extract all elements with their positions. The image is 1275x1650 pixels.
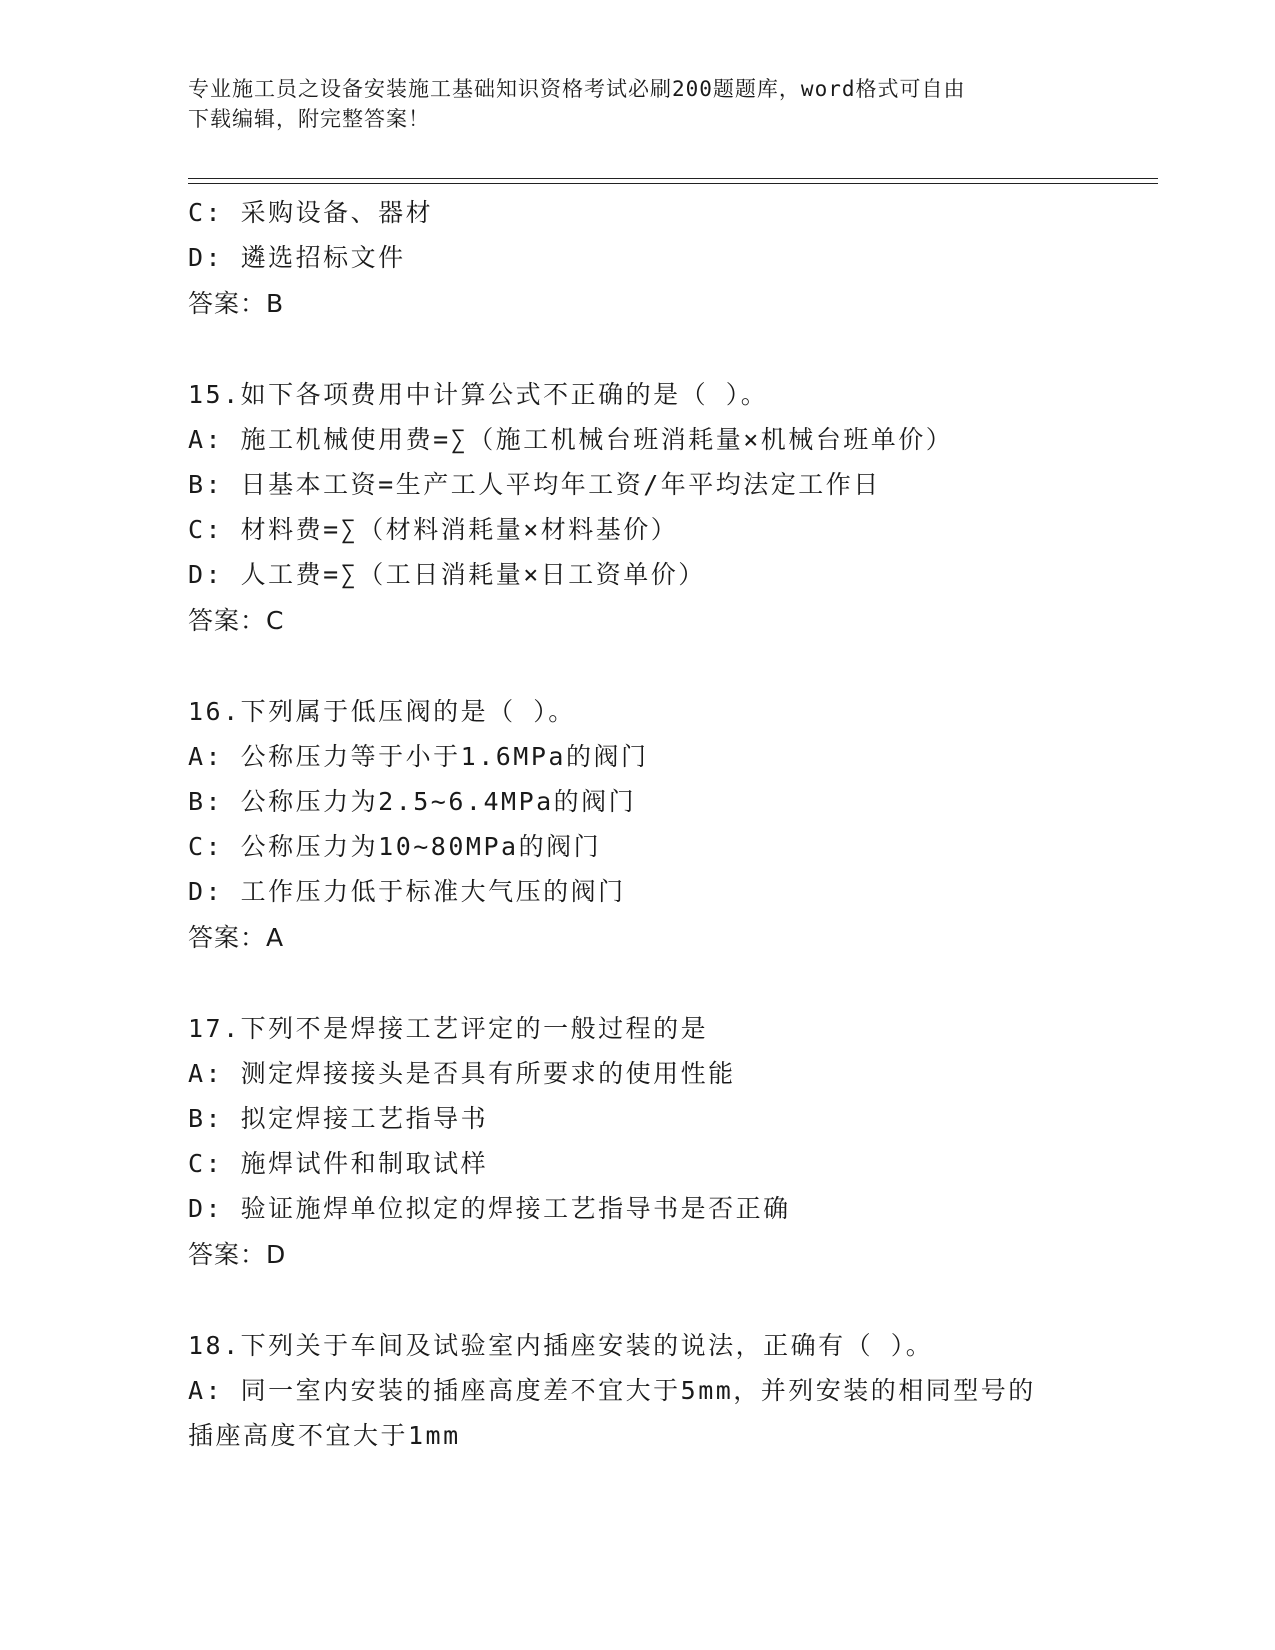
option-a-continuation: 插座高度不宜大于1mm [188,1421,461,1450]
option-a: A: 同一室内安装的插座高度差不宜大于5mm，并列安装的相同型号的 [188,1376,1036,1405]
option-c: C: 采购设备、器材 [188,198,434,227]
question-stem: 16.下列属于低压阀的是（ ）。 [188,697,576,726]
option-b: B: 拟定焊接工艺指导书 [188,1104,489,1133]
question-stem: 18.下列关于车间及试验室内插座安装的说法，正确有（ ）。 [188,1331,934,1360]
option-c: C: 材料费=∑（材料消耗量×材料基价） [188,515,679,544]
answer: 答案：A [188,923,285,952]
option-b: B: 公称压力为2.5~6.4MPa的阀门 [188,787,637,816]
option-d: D: 人工费=∑（工日消耗量×日工资单价） [188,560,706,589]
answer: 答案：C [188,606,285,635]
question-stem: 15.如下各项费用中计算公式不正确的是（ ）。 [188,380,769,409]
header-title-line-2: 下载编辑，附完整答案！ [188,107,430,131]
question-14-tail [188,190,1158,327]
option-a: A: 施工机械使用费=∑（施工机械台班消耗量×机械台班单价） [188,425,954,454]
option-a: A: 测定焊接接头是否具有所要求的使用性能 [188,1059,736,1088]
header-divider-bottom [188,183,1158,184]
option-d: D: 验证施焊单位拟定的焊接工艺指导书是否正确 [188,1194,791,1223]
question-18 [188,1323,1158,1458]
option-d: D: 工作压力低于标准大气压的阀门 [188,877,626,906]
question-stem: 17.下列不是焊接工艺评定的一般过程的是 [188,1014,709,1043]
question-17 [188,1006,1158,1278]
answer: 答案：B [188,289,285,318]
option-a: A: 公称压力等于小于1.6MPa的阀门 [188,742,649,771]
header-divider-top [188,178,1158,179]
document-header [188,74,1068,134]
option-b: B: 日基本工资=生产工人平均年工资/年平均法定工作日 [188,470,881,499]
option-c: C: 施焊试件和制取试样 [188,1149,489,1178]
header-title-line-1: 专业施工员之设备安装施工基础知识资格考试必刷200题题库，word格式可自由 [188,77,966,101]
option-c: C: 公称压力为10~80MPa的阀门 [188,832,602,861]
question-list [188,190,1158,1458]
answer: 答案：D [188,1240,287,1269]
option-d: D: 遴选招标文件 [188,243,406,272]
question-16 [188,689,1158,961]
question-15 [188,372,1158,644]
